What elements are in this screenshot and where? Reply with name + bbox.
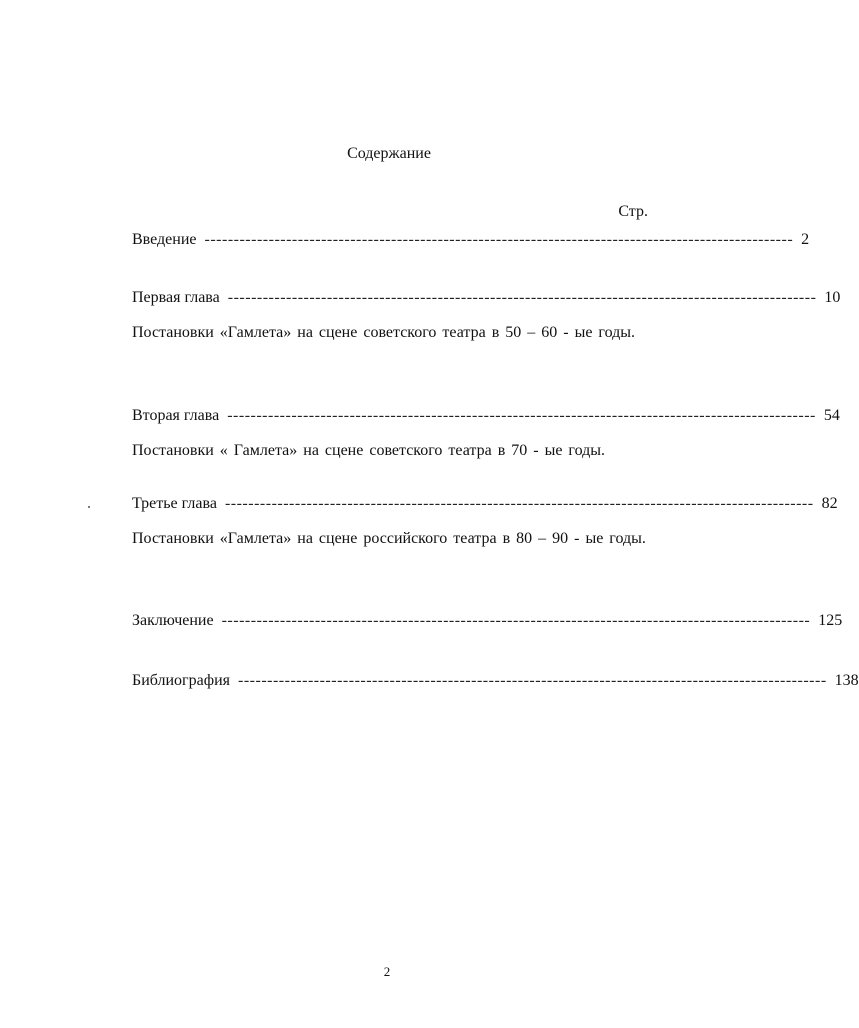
- toc-leader: -----------------------------------------------------------------------------------------------------: [227, 407, 816, 424]
- toc-page-number: 125: [818, 612, 843, 629]
- toc-entry-chapter-2[interactable]: [132, 407, 840, 466]
- toc-line: [132, 495, 838, 517]
- toc-label: Введение: [132, 231, 197, 248]
- toc-label: Вторая глава: [132, 407, 220, 424]
- toc-leader: -----------------------------------------------------------------------------------------------------: [224, 495, 814, 512]
- scan-speck: [88, 506, 90, 508]
- toc-page-number: 2: [801, 231, 810, 248]
- toc-entry-introduction[interactable]: [132, 231, 810, 253]
- toc-line: [132, 612, 843, 634]
- toc-line: [132, 407, 840, 429]
- page-number: 2: [383, 964, 391, 979]
- page-title: Содержание: [347, 145, 431, 162]
- toc-leader: -----------------------------------------------------------------------------------------------------: [227, 289, 817, 306]
- page-column-label: Стр.: [618, 203, 648, 220]
- toc-entry-bibliography[interactable]: [132, 672, 859, 694]
- toc-page-number: 82: [821, 495, 838, 512]
- toc-leader: -----------------------------------------------------------------------------------------------------: [238, 672, 827, 689]
- toc-description: Постановки « Гамлета» на сцене советского театра в 70 - ые годы.: [132, 442, 606, 459]
- toc-page-number: 54: [823, 407, 840, 424]
- toc-leader: -----------------------------------------------------------------------------------------------------: [204, 231, 794, 248]
- toc-label: Библиография: [132, 672, 230, 689]
- toc-label: Третье глава: [132, 495, 217, 512]
- toc-line: [132, 289, 841, 311]
- toc-label: Первая глава: [132, 289, 220, 306]
- toc-description: Постановки «Гамлета» на сцене советского театра в 50 – 60 - ые годы.: [132, 324, 636, 341]
- toc-page-number: 138: [834, 672, 859, 689]
- toc-description: Постановки «Гамлета» на сцене российского театра в 80 – 90 - ые годы.: [132, 530, 646, 547]
- toc-page-number: 10: [824, 289, 841, 306]
- toc-label: Заключение: [132, 612, 214, 629]
- toc-leader: -----------------------------------------------------------------------------------------------------: [221, 612, 811, 629]
- toc-entry-chapter-3[interactable]: [132, 495, 838, 554]
- toc-line: [132, 231, 810, 253]
- toc-entry-conclusion[interactable]: [132, 612, 843, 634]
- toc-entry-chapter-1[interactable]: [132, 289, 841, 348]
- toc-line: [132, 672, 859, 694]
